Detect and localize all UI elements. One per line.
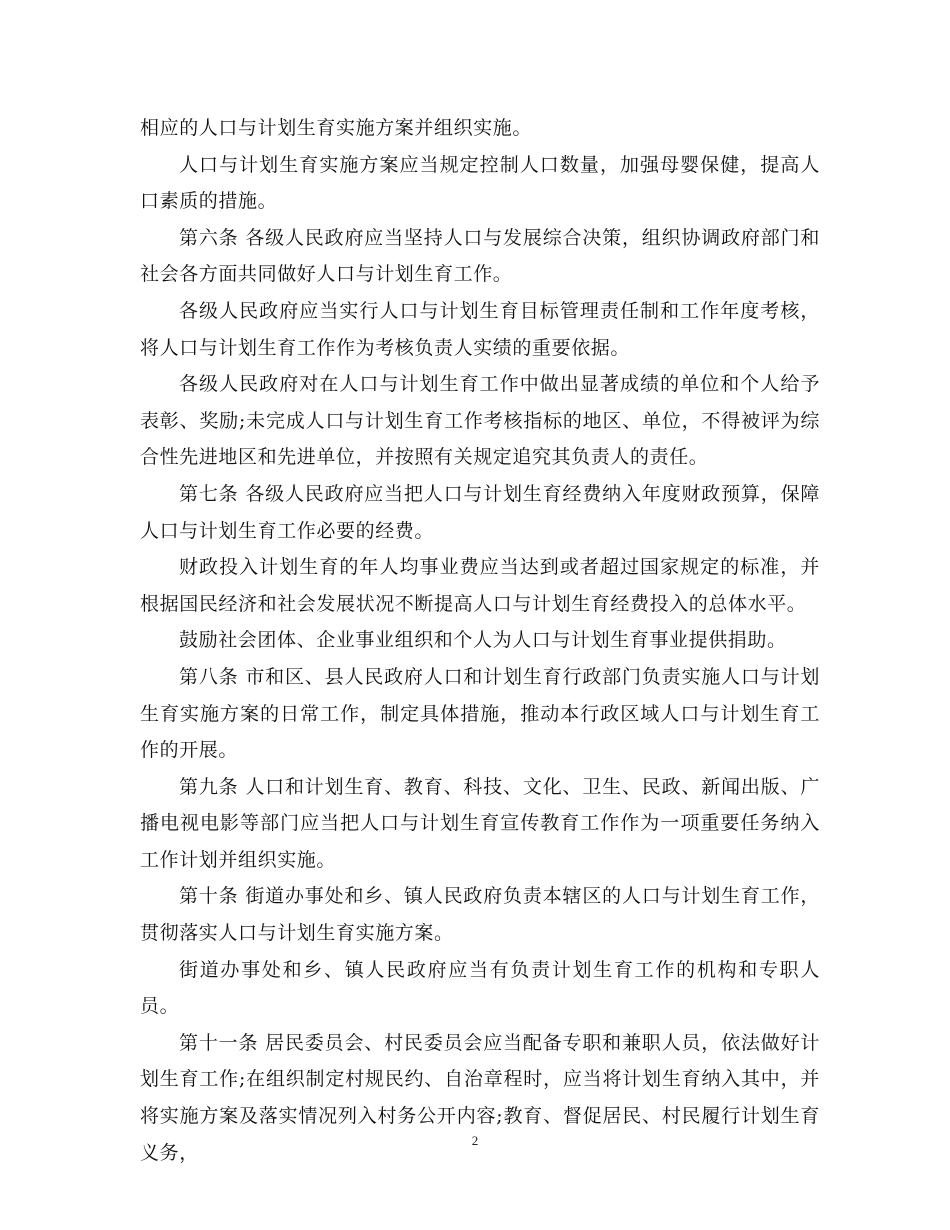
paragraph-9: 第八条 市和区、县人民政府人口和计划生育行政部门负责实施人口与计划生育实施方案的日常工作，制定具体措施，推动本行政区域人口与计划生育工作的开展。 — [140, 665, 820, 762]
paragraph-7: 财政投入计划生育的年人均事业费应当达到或者超过国家规定的标准，并根据国民经济和社会发展状况不断提高人口与计划生育经费投入的总体水平。 — [140, 556, 820, 615]
paragraph-3: 第六条 各级人民政府应当坚持人口与发展综合决策，组织协调政府部门和社会各方面共同做好人口与计划生育工作。 — [140, 226, 820, 286]
paragraph-13: 第十一条 居民委员会、村民委员会应当配备专职和兼职人员，依法做好计划生育工作;在组织制定村规民约、自治章程时，应当将计划生育纳入其中，并将实施方案及落实情况列入村务公开内容;教育、督促居民、村民履行计划生育义务， — [140, 1031, 820, 1164]
page-number: 2 — [471, 1133, 479, 1148]
paragraph-12: 街道办事处和乡、镇人民政府应当有负责计划生育工作的机构和专职人员。 — [140, 958, 820, 1018]
paragraph-1: 相应的人口与计划生育实施方案并组织实施。 — [140, 117, 533, 139]
paragraph-10: 第九条 人口和计划生育、教育、科技、文化、卫生、民政、新闻出版、广播电视电影等部门应当把人口与计划生育宣传教育工作作为一项重要任务纳入工作计划并组织实施。 — [140, 775, 820, 871]
paragraph-5: 各级人民政府对在人口与计划生育工作中做出显著成绩的单位和个人给予表彰、奖励;未完成人口与计划生育工作考核指标的地区、单位，不得被评为综合性先进地区和先进单位，并按照有关规定追究其负责人的责任。 — [140, 373, 820, 469]
paragraph-4: 各级人民政府应当实行人口与计划生育目标管理责任制和工作年度考核，将人口与计划生育工作作为考核负责人实绩的重要依据。 — [140, 299, 820, 359]
document-body — [140, 110, 820, 1171]
paragraph-8: 鼓励社会团体、企业事业组织和个人为人口与计划生育事业提供捐助。 — [179, 629, 787, 652]
paragraph-6: 第七条 各级人民政府应当把人口与计划生育经费纳入年度财政预算，保障人口与计划生育工作必要的经费。 — [140, 482, 820, 542]
paragraph-11: 第十条 街道办事处和乡、镇人民政府负责本辖区的人口与计划生育工作，贯彻落实人口与计划生育实施方案。 — [140, 885, 820, 945]
paragraph-2: 人口与计划生育实施方案应当规定控制人口数量，加强母婴保健，提高人口素质的措施。 — [140, 153, 820, 213]
